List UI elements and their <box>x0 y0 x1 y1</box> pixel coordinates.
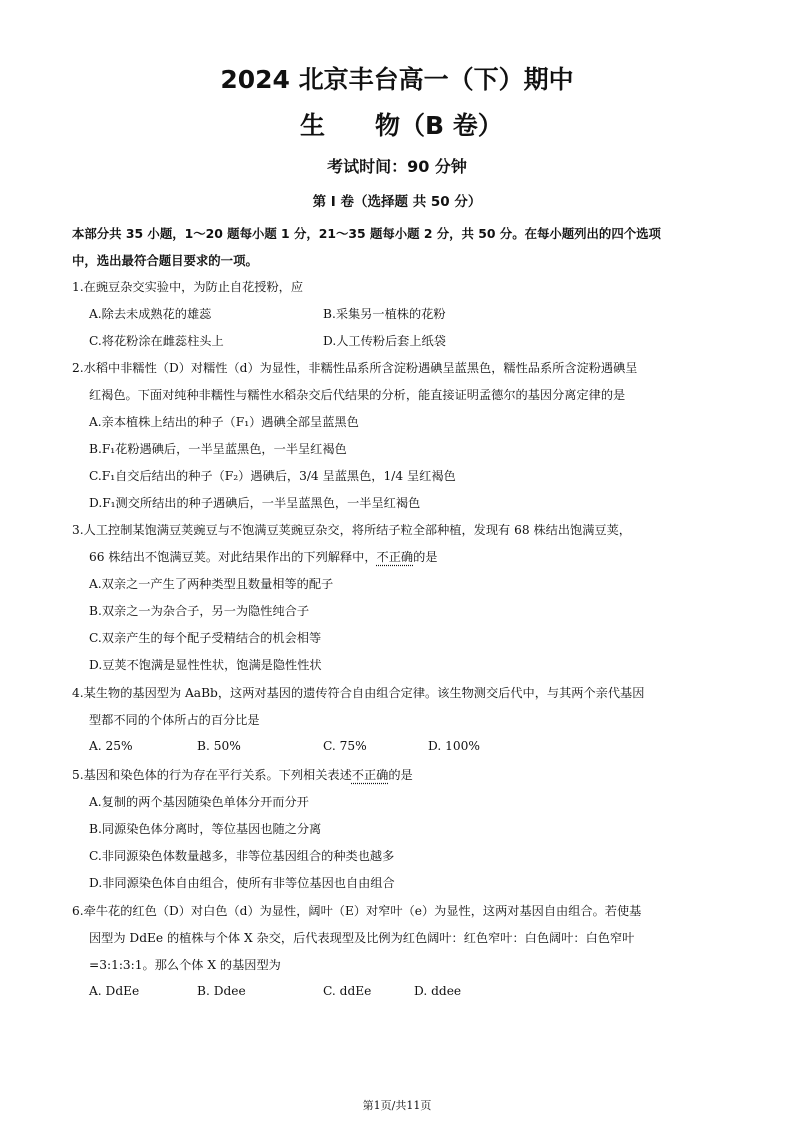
question-2-stem-line-2: 红褐色。下面对纯种非糯性与糯性水稻杂交后代结果的分析，能直接证明孟德尔的基因分离定律的是 <box>89 388 626 402</box>
question-5-option-d: D.非同源染色体自由组合，使所有非等位基因也自由组合 <box>89 876 395 890</box>
exam-title: 2024 北京丰台高一（下）期中 <box>220 65 574 94</box>
subject-title <box>300 106 503 142</box>
question-2-option-b: B.F₁花粉遇碘后，一半呈蓝黑色，一半呈红褐色 <box>89 442 347 456</box>
question-4-option-c: C. 75% <box>323 739 367 753</box>
question-3-option-d: D.豆荚不饱满是显性性状，饱满是隐性性状 <box>89 658 322 672</box>
question-6-option-a: A. DdEe <box>89 984 140 998</box>
question-6-stem-line-2: 因型为 DdEe 的植株与个体 X 杂交，后代表现型及比例为红色阔叶：红色窄叶：白色阔叶：白色窄叶 <box>89 931 635 945</box>
question-1-stem: 1.在豌豆杂交实验中，为防止自花授粉，应 <box>72 280 304 294</box>
question-2-option-d: D.F₁测交所结出的种子遇碘后，一半呈蓝黑色，一半呈红褐色 <box>89 496 421 510</box>
question-1-option-c: C.将花粉涂在雌蕊柱头上 <box>89 334 224 348</box>
instructions-line-2: 中，选出最符合题目要求的一项。 <box>72 253 258 268</box>
subject-char-1: 生 <box>300 111 326 140</box>
section-heading: 第 I 卷（选择题 共 50 分） <box>312 194 482 210</box>
question-5-option-c: C.非同源染色体数量越多，非等位基因组合的种类也越多 <box>89 849 395 863</box>
question-5-stem-end: 的是 <box>388 768 413 782</box>
question-3-option-b: B.双亲之一为杂合子，另一为隐性纯合子 <box>89 604 310 618</box>
question-2-option-c: C.F₁自交后结出的种子（F₂）遇碘后，3/4 呈蓝黑色，1/4 呈红褐色 <box>89 469 456 483</box>
question-4-option-b: B. 50% <box>197 739 241 753</box>
question-6-option-d: D. ddee <box>414 984 462 998</box>
question-2-option-a: A.亲本植株上结出的种子（F₁）遇碘全部呈蓝黑色 <box>89 415 359 429</box>
subject-char-2: 物（B 卷） <box>375 111 503 140</box>
question-5-option-a: A.复制的两个基因随染色单体分开而分开 <box>89 795 309 809</box>
question-3-option-c: C.双亲产生的每个配子受精结合的机会相等 <box>89 631 322 645</box>
question-3-stem-line-1: 3.人工控制某饱满豆荚豌豆与不饱满豆荚豌豆杂交，将所结子粒全部种植，发现有 68 株结出饱满豆荚， <box>72 523 631 537</box>
question-4-option-d: D. 100% <box>428 739 480 753</box>
question-1-option-b: B.采集另一植株的花粉 <box>323 307 446 321</box>
emphasis-not-correct: 不正确 <box>351 768 389 782</box>
question-4-stem-line-2: 型都不同的个体所占的百分比是 <box>89 713 260 727</box>
question-6-option-b: B. Ddee <box>197 984 246 998</box>
question-3-stem-text: 66 株结出不饱满豆荚。对此结果作出的下列解释中， <box>89 550 377 564</box>
page-number: 第1页/共11页 <box>362 1099 432 1112</box>
question-1-option-a: A.除去未成熟花的雄蕊 <box>89 307 212 321</box>
question-6-stem-line-1: 6.牵牛花的红色（D）对白色（d）为显性，阔叶（E）对窄叶（e）为显性，这两对基因自由组合。若使基 <box>72 904 642 918</box>
instructions-line-1: 本部分共 35 小题，1～20 题每小题 1 分，21～35 题每小题 2 分，共 50 分。在每小题列出的四个选项 <box>72 226 661 241</box>
question-2-stem-line-1: 2.水稻中非糯性（D）对糯性（d）为显性，非糯性品系所含淀粉遇碘呈蓝黑色，糯性品系所含淀粉遇碘呈 <box>72 361 638 375</box>
question-6-option-c: C. ddEe <box>323 984 372 998</box>
exam-duration: 考试时间：90 分钟 <box>327 157 467 176</box>
question-3-stem-end: 的是 <box>413 550 438 564</box>
question-4-option-a: A. 25% <box>89 739 133 753</box>
question-5-stem <box>72 766 413 783</box>
question-4-stem-line-1: 4.某生物的基因型为 AaBb，这两对基因的遗传符合自由组合定律。该生物测交后代中，与其两个亲代基因 <box>72 686 645 700</box>
question-5-stem-text: 5.基因和染色体的行为存在平行关系。下列相关表述 <box>72 768 352 782</box>
question-5-option-b: B.同源染色体分离时，等位基因也随之分离 <box>89 822 322 836</box>
question-3-option-a: A.双亲之一产生了两种类型且数量相等的配子 <box>89 577 334 591</box>
question-6-stem-line-3: =3:1:3:1。那么个体 X 的基因型为 <box>89 958 281 972</box>
emphasis-not-correct: 不正确 <box>376 550 414 564</box>
question-1-option-d: D.人工传粉后套上纸袋 <box>323 334 446 348</box>
question-3-stem-line-2 <box>89 548 437 565</box>
